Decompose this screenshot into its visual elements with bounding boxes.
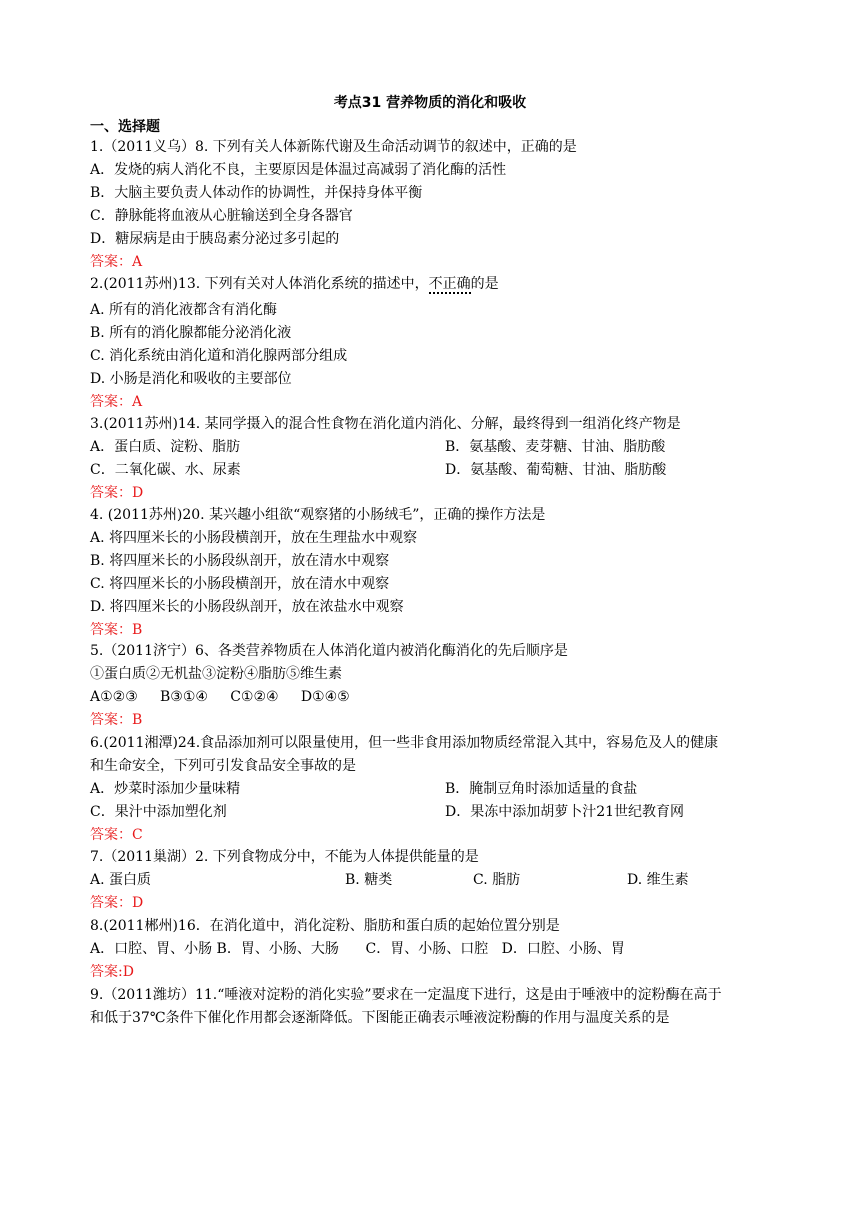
q3-stem: 3.(2011苏州)14. 某同学摄入的混合性食物在消化道内消化、分解，最终得到一组消化终产物是 xyxy=(90,416,681,432)
q2-stem: 2.(2011苏州)13. 下列有关对人体消化系统的描述中， xyxy=(90,276,429,292)
q2-stem-emphasis: 不正确 xyxy=(428,276,471,292)
q1-option-a: A．发烧的病人消化不良，主要原因是体温过高减弱了消化酶的活性 xyxy=(90,162,507,178)
q3-option-a: A．蛋白质、淀粉、脂肪 xyxy=(90,439,241,455)
q7-option-d: D. 维生素 xyxy=(627,872,689,888)
q6-option-a: A．炒菜时添加少量味精 xyxy=(90,781,241,797)
q1-option-d: D．糖尿病是由于胰岛素分泌过多引起的 xyxy=(90,231,340,247)
q6-answer: 答案：C xyxy=(90,827,143,843)
q1-option-b: B．大脑主要负责人体动作的协调性，并保持身体平衡 xyxy=(90,185,423,201)
q2-stem-end: 的是 xyxy=(470,276,499,292)
q3-option-d: D．氨基酸、葡萄糖、甘油、脂肪酸 xyxy=(445,462,667,478)
q6-stem-2: 和生命安全，下列可引发食品安全事故的是 xyxy=(90,758,356,774)
q7-option-c: C. 脂肪 xyxy=(473,872,521,888)
q8-answer: 答案:D xyxy=(90,964,134,980)
q4-answer: 答案：B xyxy=(90,622,143,638)
q2-answer: 答案：A xyxy=(90,394,143,410)
q7-option-b: B. 糖类 xyxy=(345,872,393,888)
q2-option-c: C. 消化系统由消化道和消化腺两部分组成 xyxy=(90,348,348,364)
q6-option-d: D．果冻中添加胡萝卜汁21世纪教育网 xyxy=(445,804,685,820)
q5-answer: 答案：B xyxy=(90,712,143,728)
q3-row1 xyxy=(90,437,790,457)
q1-stem: 1.（2011义乌）8. 下列有关人体新陈代谢及生命活动调节的叙述中，正确的是 xyxy=(90,139,577,155)
q6-stem: 6.(2011湘潭)24.食品添加剂可以限量使用，但一些非食用添加物质经常混入其中，容易危及人的健康 xyxy=(90,735,719,751)
q4-option-d: D. 将四厘米长的小肠段纵剖开，放在浓盐水中观察 xyxy=(90,599,404,615)
q4-option-c: C. 将四厘米长的小肠段横剖开，放在清水中观察 xyxy=(90,576,390,592)
q2-stem-line xyxy=(90,274,499,294)
q2-option-d: D. 小肠是消化和吸收的主要部位 xyxy=(90,371,292,387)
q6-row2 xyxy=(90,802,790,822)
q8-options: A．口腔、胃、小肠 B．胃、小肠、大肠 C．胃、小肠、口腔 D．口腔、小肠、胃 xyxy=(90,941,625,957)
q7-stem: 7.（2011巢湖）2. 下列食物成分中，不能为人体提供能量的是 xyxy=(90,849,479,865)
q6-row1 xyxy=(90,779,790,799)
q7-options xyxy=(90,870,790,890)
q3-row2 xyxy=(90,460,790,480)
q7-answer: 答案：D xyxy=(90,895,144,911)
q3-option-c: C．二氧化碳、水、尿素 xyxy=(90,462,241,478)
q2-option-b: B. 所有的消化腺都能分泌消化液 xyxy=(90,325,292,341)
q1-answer: 答案：A xyxy=(90,254,143,270)
q1-option-c: C．静脉能将血液从心脏输送到全身各器官 xyxy=(90,208,353,224)
q8-stem: 8.(2011郴州)16．在消化道中，消化淀粉、脂肪和蛋白质的起始位置分别是 xyxy=(90,918,560,934)
q4-option-b: B. 将四厘米长的小肠段纵剖开，放在清水中观察 xyxy=(90,553,390,569)
page-title: 考点31 营养物质的消化和吸收 xyxy=(333,95,527,111)
q3-answer: 答案：D xyxy=(90,485,144,501)
q7-option-a: A. 蛋白质 xyxy=(90,872,152,888)
q3-option-b: B．氨基酸、麦芽糖、甘油、脂肪酸 xyxy=(445,439,666,455)
q6-option-c: C．果汁中添加塑化剂 xyxy=(90,804,227,820)
q5-stem: 5.（2011济宁）6、各类营养物质在人体消化道内被消化酶消化的先后顺序是 xyxy=(90,643,568,659)
q2-option-a: A. 所有的消化液都含有消化酶 xyxy=(90,302,278,318)
q5-items: ①蛋白质②无机盐③淀粉④脂肪⑤维生素 xyxy=(90,666,342,682)
q9-stem: 9.（2011潍坊）11.“唾液对淀粉的消化实验”要求在一定温度下进行，这是由于唾液中的淀粉酶在高于 xyxy=(90,987,722,1003)
q4-stem: 4. (2011苏州)20. 某兴趣小组欲“观察猪的小肠绒毛”，正确的操作方法是 xyxy=(90,507,546,523)
q5-options: A①②③ B③①④ C①②④ D①④⑤ xyxy=(90,689,350,705)
section-heading: 一、选择题 xyxy=(90,119,160,135)
q9-stem-2: 和低于37℃条件下催化作用都会逐渐降低。下图能正确表示唾液淀粉酶的作用与温度关系的是 xyxy=(90,1010,670,1026)
q6-option-b: B．腌制豆角时添加适量的食盐 xyxy=(445,781,638,797)
q4-option-a: A. 将四厘米长的小肠段横剖开，放在生理盐水中观察 xyxy=(90,530,418,546)
